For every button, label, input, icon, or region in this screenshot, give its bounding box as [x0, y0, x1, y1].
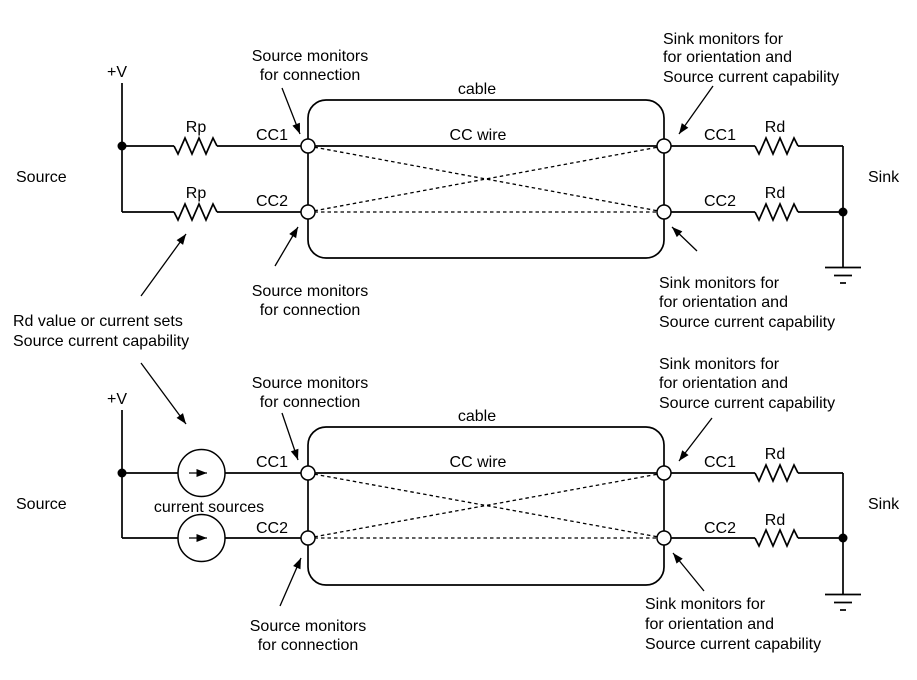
annotation-line: Source monitors	[251, 283, 369, 300]
note-line: Source current capability	[13, 333, 190, 350]
rd2-resistor-icon	[755, 204, 798, 220]
annotation-arrow	[282, 413, 298, 460]
junction-dot	[839, 534, 848, 543]
supply-label: +V	[106, 64, 128, 81]
annotation-line: for connection	[257, 637, 359, 654]
junction-dot	[118, 469, 127, 478]
rd2-label: Rd	[764, 512, 786, 529]
annotation-line: Sink monitors for	[663, 31, 784, 48]
cc2-source-label: CC2	[255, 193, 289, 210]
cable-label: cable	[457, 81, 497, 98]
annotation-sink-monitors-cc2	[659, 227, 835, 331]
annotation-arrow	[280, 558, 301, 606]
cc2-plug-pin	[301, 531, 315, 545]
note-arrow-to-current-source	[141, 363, 186, 424]
annotation-line: for orientation and	[659, 375, 788, 392]
annotation-line: Source current capability	[663, 69, 840, 86]
annotation-arrow	[673, 553, 704, 591]
cc2-sink-label: CC2	[703, 193, 737, 210]
annotation-sink-monitors-cc2	[645, 553, 821, 653]
annotation-line: Source current capability	[659, 395, 836, 412]
annotation-line: for connection	[259, 394, 361, 411]
rp1-label: Rp	[185, 119, 207, 136]
sink-label: Sink	[868, 496, 900, 513]
cc1-source-label: CC1	[255, 127, 289, 144]
cc-wire-label: CC wire	[449, 454, 507, 471]
cc1-plug-pin	[301, 139, 315, 153]
annotation-sink-monitors-cc1	[663, 31, 839, 134]
cable-box	[308, 100, 664, 258]
cc2-source-label: CC2	[255, 520, 289, 537]
annotation-line: for connection	[259, 67, 361, 84]
annotation-arrow	[275, 227, 298, 266]
rd2-resistor-icon	[755, 530, 798, 546]
annotation-line: for connection	[259, 302, 361, 319]
cc1-plug-pin	[301, 466, 315, 480]
cc1-sink-label: CC1	[703, 127, 737, 144]
cc2-receptacle-pin	[657, 205, 671, 219]
cable-box	[308, 427, 664, 585]
annotation-line: Source monitors	[249, 618, 367, 635]
ground-icon	[825, 595, 861, 611]
rp2-resistor-icon	[174, 204, 217, 220]
annotation-line: Sink monitors for	[645, 596, 766, 613]
annotation-line: for orientation and	[659, 294, 788, 311]
rd1-label: Rd	[764, 446, 786, 463]
cc1-receptacle-pin	[657, 466, 671, 480]
bottom-diagram	[16, 356, 900, 654]
annotation-line: Sink monitors for	[659, 356, 780, 373]
cc2-sink-label: CC2	[703, 520, 737, 537]
junction-dot	[118, 142, 127, 151]
annotation-line: Source current capability	[645, 636, 822, 653]
cc1-receptacle-pin	[657, 139, 671, 153]
cc1-source-label: CC1	[255, 454, 289, 471]
sink-label: Sink	[868, 169, 900, 186]
cc1-sink-label: CC1	[703, 454, 737, 471]
annotation-line: Source monitors	[251, 48, 369, 65]
cable-label: cable	[457, 408, 497, 425]
supply-label: +V	[106, 391, 128, 408]
rd1-label: Rd	[764, 119, 786, 136]
cc2-plug-pin	[301, 205, 315, 219]
source-label: Source	[16, 496, 67, 513]
annotation-source-monitors-cc2	[252, 227, 369, 319]
source-label: Source	[16, 169, 67, 186]
rd1-resistor-icon	[755, 138, 798, 154]
annotation-line: Source monitors	[251, 375, 369, 392]
annotation-sink-monitors-cc1	[659, 356, 835, 461]
annotation-source-monitors-cc1	[252, 48, 369, 134]
annotation-line: Sink monitors for	[659, 275, 780, 292]
note-arrow-to-rp	[141, 234, 186, 296]
annotation-arrow	[672, 227, 697, 251]
note-line: Rd value or current sets	[13, 313, 183, 330]
cc2-receptacle-pin	[657, 531, 671, 545]
junction-dot	[839, 208, 848, 217]
rd1-resistor-icon	[755, 465, 798, 481]
annotation-line: for orientation and	[645, 616, 774, 633]
rp1-resistor-icon	[174, 138, 217, 154]
annotation-line: Source current capability	[659, 314, 836, 331]
ground-icon	[825, 268, 861, 284]
rd2-label: Rd	[764, 185, 786, 202]
current-sources-label: current sources	[153, 499, 265, 516]
annotation-line: for orientation and	[663, 49, 792, 66]
cc-wire-label: CC wire	[449, 127, 507, 144]
middle-note	[13, 234, 189, 424]
rp2-label: Rp	[185, 185, 207, 202]
annotation-source-monitors-cc1	[252, 375, 369, 460]
